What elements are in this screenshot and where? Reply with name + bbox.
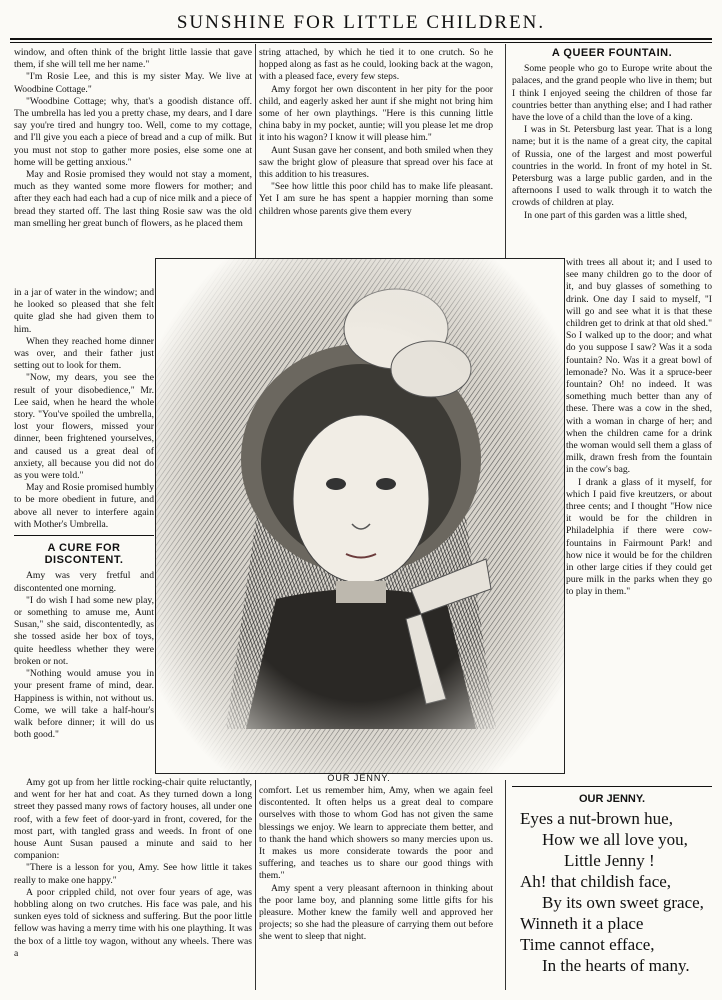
poem-line: Eyes a nut-brown hue, bbox=[520, 809, 673, 828]
poem-line: Time cannot efface, bbox=[520, 935, 655, 954]
paragraph: "Woodbine Cottage; why, that's a goodish distance off. The umbrella has led you a pretty chase, my dears, and I dare say you're tired and hungry too. Well, come to my cottage, and I'll give you each a piece of bread and a cup of milk. But you must not stop to gather more posies, else some one at home will be getting anxious." bbox=[14, 95, 252, 168]
column-divider bbox=[505, 44, 506, 259]
cure-heading: A CURE FOR DISCONTENT. bbox=[44, 542, 124, 567]
paragraph: with trees all about it; and I used to see many children go to the door of it, and buy glasses of something to drink. One day I said to myself, "I will go and see what it is that these children get to drink at that old shed." So I walked up to the door; and what do you suppose I saw? Was it a soda fountain? No. Was it a great bowl of lemonade? No. Was it a spruce-beer fountain? Oh! no indeed. It was something much better than any of these. There was a cow in the shed, with a woman in charge of her; and when the children came for a drink the woman would sell them a glass of milk, drawn fresh from the fountain in the cow's bag. bbox=[566, 257, 712, 476]
paragraph: Aunt Susan gave her consent, and both smiled when they saw the bright glow of pleasure that spread over his face at this addition to his treasures. bbox=[259, 144, 493, 181]
masthead-title: SUNSHINE FOR LITTLE CHILDREN. bbox=[176, 12, 546, 33]
paragraph: When they reached home dinner was over, and their father just setting out to look for them. bbox=[14, 335, 154, 372]
column-divider bbox=[255, 780, 256, 990]
paragraph: "I'm Rosie Lee, and this is my sister May. We live at Woodbine Cottage." bbox=[14, 71, 252, 95]
paragraph: In one part of this garden was a little shed, bbox=[524, 209, 688, 221]
section-rule bbox=[14, 535, 154, 536]
paragraph: I drank a glass of it myself, for which I paid five kreutzers, or about three cents; and I thought "How nice it would be for the children in Philadelphia if there were cow-fountains in Fairmount Park! and how nice it would be for the children in other large cities if they could get pure milk in the parks when they go to play in them." bbox=[566, 476, 712, 598]
paragraph: Amy got up from her little rocking-chair quite reluctantly, and went for her hat and coat. As they turned down a long street they passed many rows of factory houses, all under one roof, with a few feet of door-yard in front, covered, for the most part, with tangled grass and weeds. In front of one house Aunt Susan paused a minute and said to her companion: bbox=[14, 777, 252, 862]
column-2-top bbox=[259, 47, 493, 255]
column-3-top bbox=[512, 47, 712, 257]
poem-line: How we all love you, bbox=[542, 830, 688, 849]
paragraph: comfort. Let us remember him, Amy, when we again feel discontented. It often helps us a great deal to compare ourselves with those to whom God has not given the same blessings we enjoy. We learn to appreciate them better, and to thank the hand which showers so many mercies upon us. It makes us more considerate towards the poor and suffering, and teaches us to share our good things with them." bbox=[259, 785, 493, 882]
column-divider bbox=[505, 780, 506, 990]
poem bbox=[520, 808, 716, 976]
paragraph: Amy forgot her own discontent in her pity for the poor child, and eagerly asked her aunt if she might not bring him some of her own playthings. "Here is this cunning little china baby in my pocket, auntie; will you please let me drop it into his wagon? I know it will please him." bbox=[259, 83, 493, 144]
paragraph: Amy spent a very pleasant afternoon in thinking about the poor lame boy, and planning some little gifts for his pleasure. Mother knew the family well and approved her projects; so she had the pleasure of carrying them out before she went to sleep that night. bbox=[259, 882, 493, 943]
paragraph: in a jar of water in the window; and he looked so pleased that she felt quite glad she had given them to him. bbox=[14, 287, 154, 335]
paragraph: May and Rosie promised they would not stay a moment, much as they wanted some more flowers for mother; and after they each had each had a cup of nice milk and a piece of bread they started off. The last thing Rosie saw was the old man smelling her great bunch of flowers, as he placed them bbox=[14, 169, 252, 229]
poem-line: Winneth it a place bbox=[520, 914, 644, 933]
column-2-bottom bbox=[259, 785, 493, 985]
paragraph: "I do wish I had some new play, or something to amuse me, Aunt Susan," she said, discontentedly, as she tossed aside her box of toys, quite heedless whether they were broken or not. bbox=[14, 594, 154, 667]
paragraph: Some people who go to Europe write about the palaces, and the grand people who live in them; but I think I enjoyed seeing the children of those far countries better than anything else; and I had rather have the love of a child than the love of a king. bbox=[512, 63, 712, 124]
poem-line: Little Jenny ! bbox=[564, 851, 655, 870]
paragraph: string attached, by which he tied it to one crutch. So he hopped along as fast as he could, looking back at the wagon, with a pleased face, every few steps. bbox=[259, 47, 493, 83]
paragraph: "Nothing would amuse you in your present frame of mind, dear. Happiness is within, not without us. Come, we will take a half-hour's walk before dinner; it will do us both good." bbox=[14, 668, 154, 741]
column-divider bbox=[255, 44, 256, 259]
column-3-narrow bbox=[566, 257, 712, 777]
fountain-heading: A QUEER FOUNTAIN. bbox=[551, 47, 673, 59]
paragraph: "Now, my dears, you see the result of your disobedience," Mr. Lee said, when he heard the whole story. "You've spoiled the umbrella, lost your flowers, missed your dinner, been frightened yourselves, and caused us a great deal of anxiety, all because you did not do as you were told." bbox=[14, 372, 154, 482]
portrait-illustration bbox=[155, 258, 565, 774]
column-1-top bbox=[14, 47, 252, 287]
paragraph: Amy was very fretful and discontented one morning. bbox=[14, 570, 154, 594]
column-1-bottom bbox=[14, 777, 252, 987]
masthead bbox=[10, 8, 712, 40]
paragraph: "See how little this poor child has to make life pleasant. Yet I am sure he has spent a happier morning than some children whose parents give them every bbox=[259, 181, 493, 217]
poem-title: OUR JENNY. bbox=[512, 786, 712, 805]
illustration-caption: OUR JENNY. bbox=[327, 773, 391, 783]
paragraph: I was in St. Petersburg last year. That is a long name; but it is the name of a great city, the capital of Russia, one of the largest and most powerful countries in the world. In front of my hotel in St. Petersburg was a large public garden, and in the afternoons I used to walk through it to watch the crowds of children at play. bbox=[512, 124, 712, 209]
paragraph: May and Rosie promised humbly to be more obedient in future, and above all never to interfere again with Mother's Umbrella. bbox=[14, 482, 154, 530]
paragraph: window, and often think of the bright little lassie that gave them, if she will tell me her name." bbox=[14, 47, 252, 71]
column-1-narrow bbox=[14, 287, 154, 777]
poem-line: By its own sweet grace, bbox=[542, 893, 704, 912]
paragraph: A poor crippled child, not over four years of age, was hobbling along on two crutches. His face was pale, and his sunken eyes told of sickness and suffering. But the poor little fellow was having a merry time with his one plaything. It was the box of a little toy wagon, without any wheels. There was a bbox=[14, 886, 252, 959]
girl-portrait-engraving bbox=[156, 259, 564, 773]
poem-line: Ah! that childish face, bbox=[520, 872, 672, 891]
paragraph: "There is a lesson for you, Amy. See how little it takes really to make one happy." bbox=[14, 862, 252, 886]
masthead-rule bbox=[10, 42, 712, 43]
poem-line: In the hearts of many. bbox=[542, 956, 690, 975]
